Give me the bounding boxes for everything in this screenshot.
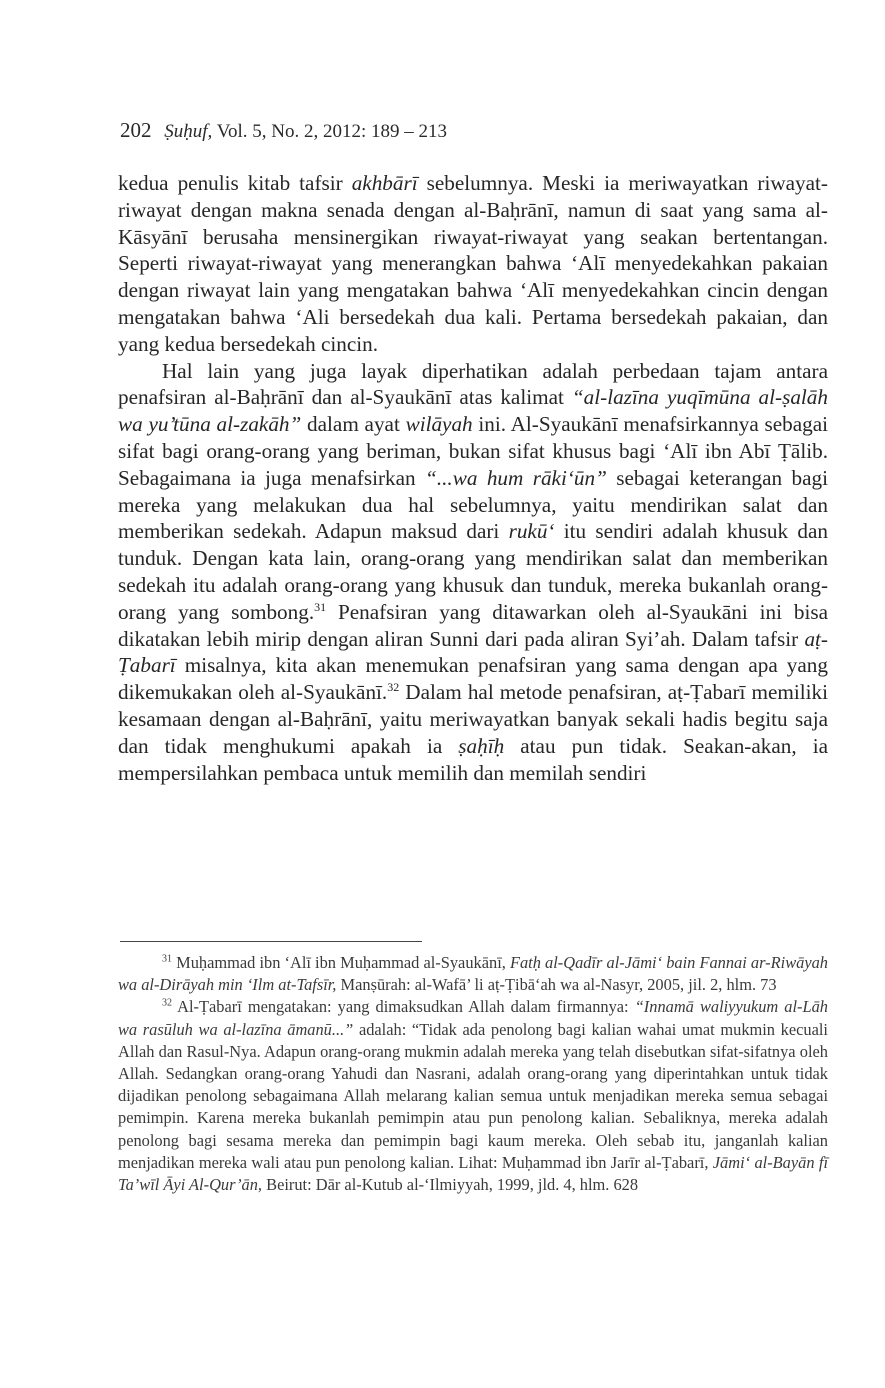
italic-term: “al-lazīna yuqīmūna al-ṣalāh wa yu’tūna al-zakāh” [118,385,828,437]
italic-term: Fatḥ al-Qadīr al-Jāmi‘ bain Fannai ar-Riwāyah wa al-Dirāyah min ‘Ilm at-Tafsīr, [118,953,828,995]
footnote-marker: 32 [387,680,400,695]
text-run: Manṣūrah: al-Wafā’ li aṭ-Ṭibā‘ah wa al-Nasyr, 2005, jil. 2, hlm. 73 [336,975,777,995]
text-run: sebagai keterangan bagi mereka yang melakukan dua hal sebelumnya, yaitu mendirikan salat dan memberikan sedekah. Adapun maksud dari [118,465,829,544]
footnotes [118,952,828,1196]
italic-term: wilāyah [405,412,473,437]
text-run: Dalam hal metode penafsiran, aṭ-Ṭabarī memiliki kesamaan dengan al-Baḥrānī, yaitu meriwayatkan banyak sekali hadis begitu saja dan tidak menghukumi apakah ia [118,680,828,758]
footnote-marker: 31 [314,599,327,614]
italic-term: Jāmi‘ al-Bayān fī Ta’wīl Āyi Al-Qur’ān, [118,1152,828,1195]
text-run: Muḥammad ibn ‘Alī ibn Muḥammad al-Syaukānī, [172,953,510,972]
page-number: 202 [120,118,152,142]
italic-term: aṭ-Ṭabarī [118,626,828,678]
text-run: kedua penulis kitab tafsir [118,171,352,195]
text-run: sebelumnya. Meski ia meriwayatkan riwayat-riwayat dengan makna senada dengan al-Baḥrānī, namun di saat yang sama al-Kāsyānī berusaha mensinergikan riwayat-riwayat yang seakan bertentangan. Seperti riwayat-riwayat yang menerangkan bahwa ‘Alī menyedekahkan pakaian dengan riwayat lain yang mengatakan bahwa ‘Alī menyedekahkan cincin dengan mengatakan bahwa ‘Ali bersedekah dua kali. Pertama bersedekah pakaian, dan yang kedua bersedekah cincin. [118,171,828,356]
text-run: Hal lain yang juga layak diperhatikan adalah perbedaan tajam antara penafsiran al-Baḥrānī dan al-Syaukānī atas kalimat [118,358,828,410]
running-header [120,118,447,143]
italic-term: rukū‘ [508,519,555,544]
text-run: itu sendiri adalah khusuk dan tunduk. Dengan kata lain, orang-orang yang mendirikan salat dan memberikan sedekah itu adalah orang-orang yang khusuk dan tunduk, mereka bukanlah orang-orang yang sombong. [118,519,828,624]
text-run: misalnya, kita akan menemukan penafsiran yang sama dengan apa yang dikemukakan oleh al-Syaukānī. [118,653,828,705]
paragraph [118,170,828,358]
text-run: Beirut: Dār al-Kutub al-‘Ilmiyyah, 1999, jld. 4, hlm. 628 [262,1175,639,1195]
text-run: adalah: “Tidak ada penolong bagi kalian wahai umat mukmin kecuali Allah dan Rasul-Nya. Adapun orang-orang mukmin adalah mereka yang telah disebutkan sifat-sifatnya oleh Allah. Sedangkan orang-orang Yahudi dan Nasrani, adalah orang-orang yang diperintahkan untuk tidak dijadikan penolong sebagaimana Allah melarang kalian semua untuk menjadikan mereka semua sebagai pemimpin. Karena mereka bukanlah pemimpin atau pun penolong kalian. Sebaliknya, mereka adalah penolong bagi sesama mereka dan pemimpin bagi kaum mereka. Oleh sebab itu, janganlah kalian menjadikan mereka wali atau pun penolong kalian. Lihat: Muḥammad ibn Jarīr al-Ṭabarī, [118,1019,828,1172]
text-run: dalam ayat [301,412,406,437]
footnote-31 [118,952,828,996]
footnote-divider [120,941,422,942]
text-run: Penafsiran yang ditawarkan oleh al-Syaukāni ini bisa dikatakan lebih mirip dengan aliran Sunni dari pada aliran Syi’ah. Dalam tafsir [118,599,828,651]
footnote-32 [118,996,828,1196]
journal-title: Ṣuḥuf, [164,121,213,142]
text-run: atau pun tidak. Seakan-akan, ia mempersilahkan pembaca untuk memilih dan memilah sendiri [118,733,828,785]
italic-term: akhbārī [351,171,418,195]
italic-term: “...wa hum rāki‘ūn” [425,465,607,490]
journal-citation: Vol. 5, No. 2, 2012: 189 – 213 [216,121,448,142]
text-run: Al-Ṭabarī mengatakan: yang dimaksudkan Allah dalam firmannya: [172,997,635,1017]
body-text [118,170,828,786]
italic-term: ṣaḥīḥ [458,733,505,758]
paragraph [118,358,828,787]
footnote-marker: 32 [162,997,172,1009]
text-run: ini. Al-Syaukānī menafsirkannya sebagai sifat bagi orang-orang yang beriman, bukan sifat khusus bagi ‘Alī ibn Abī Ṭālib. Sebagaimana ia juga menafsirkan [118,412,828,490]
italic-term: “Innamā waliyyukum al-Lāh wa rasūluh wa al-lazīna āmanū...” [118,997,829,1039]
footnote-marker: 31 [162,953,172,965]
